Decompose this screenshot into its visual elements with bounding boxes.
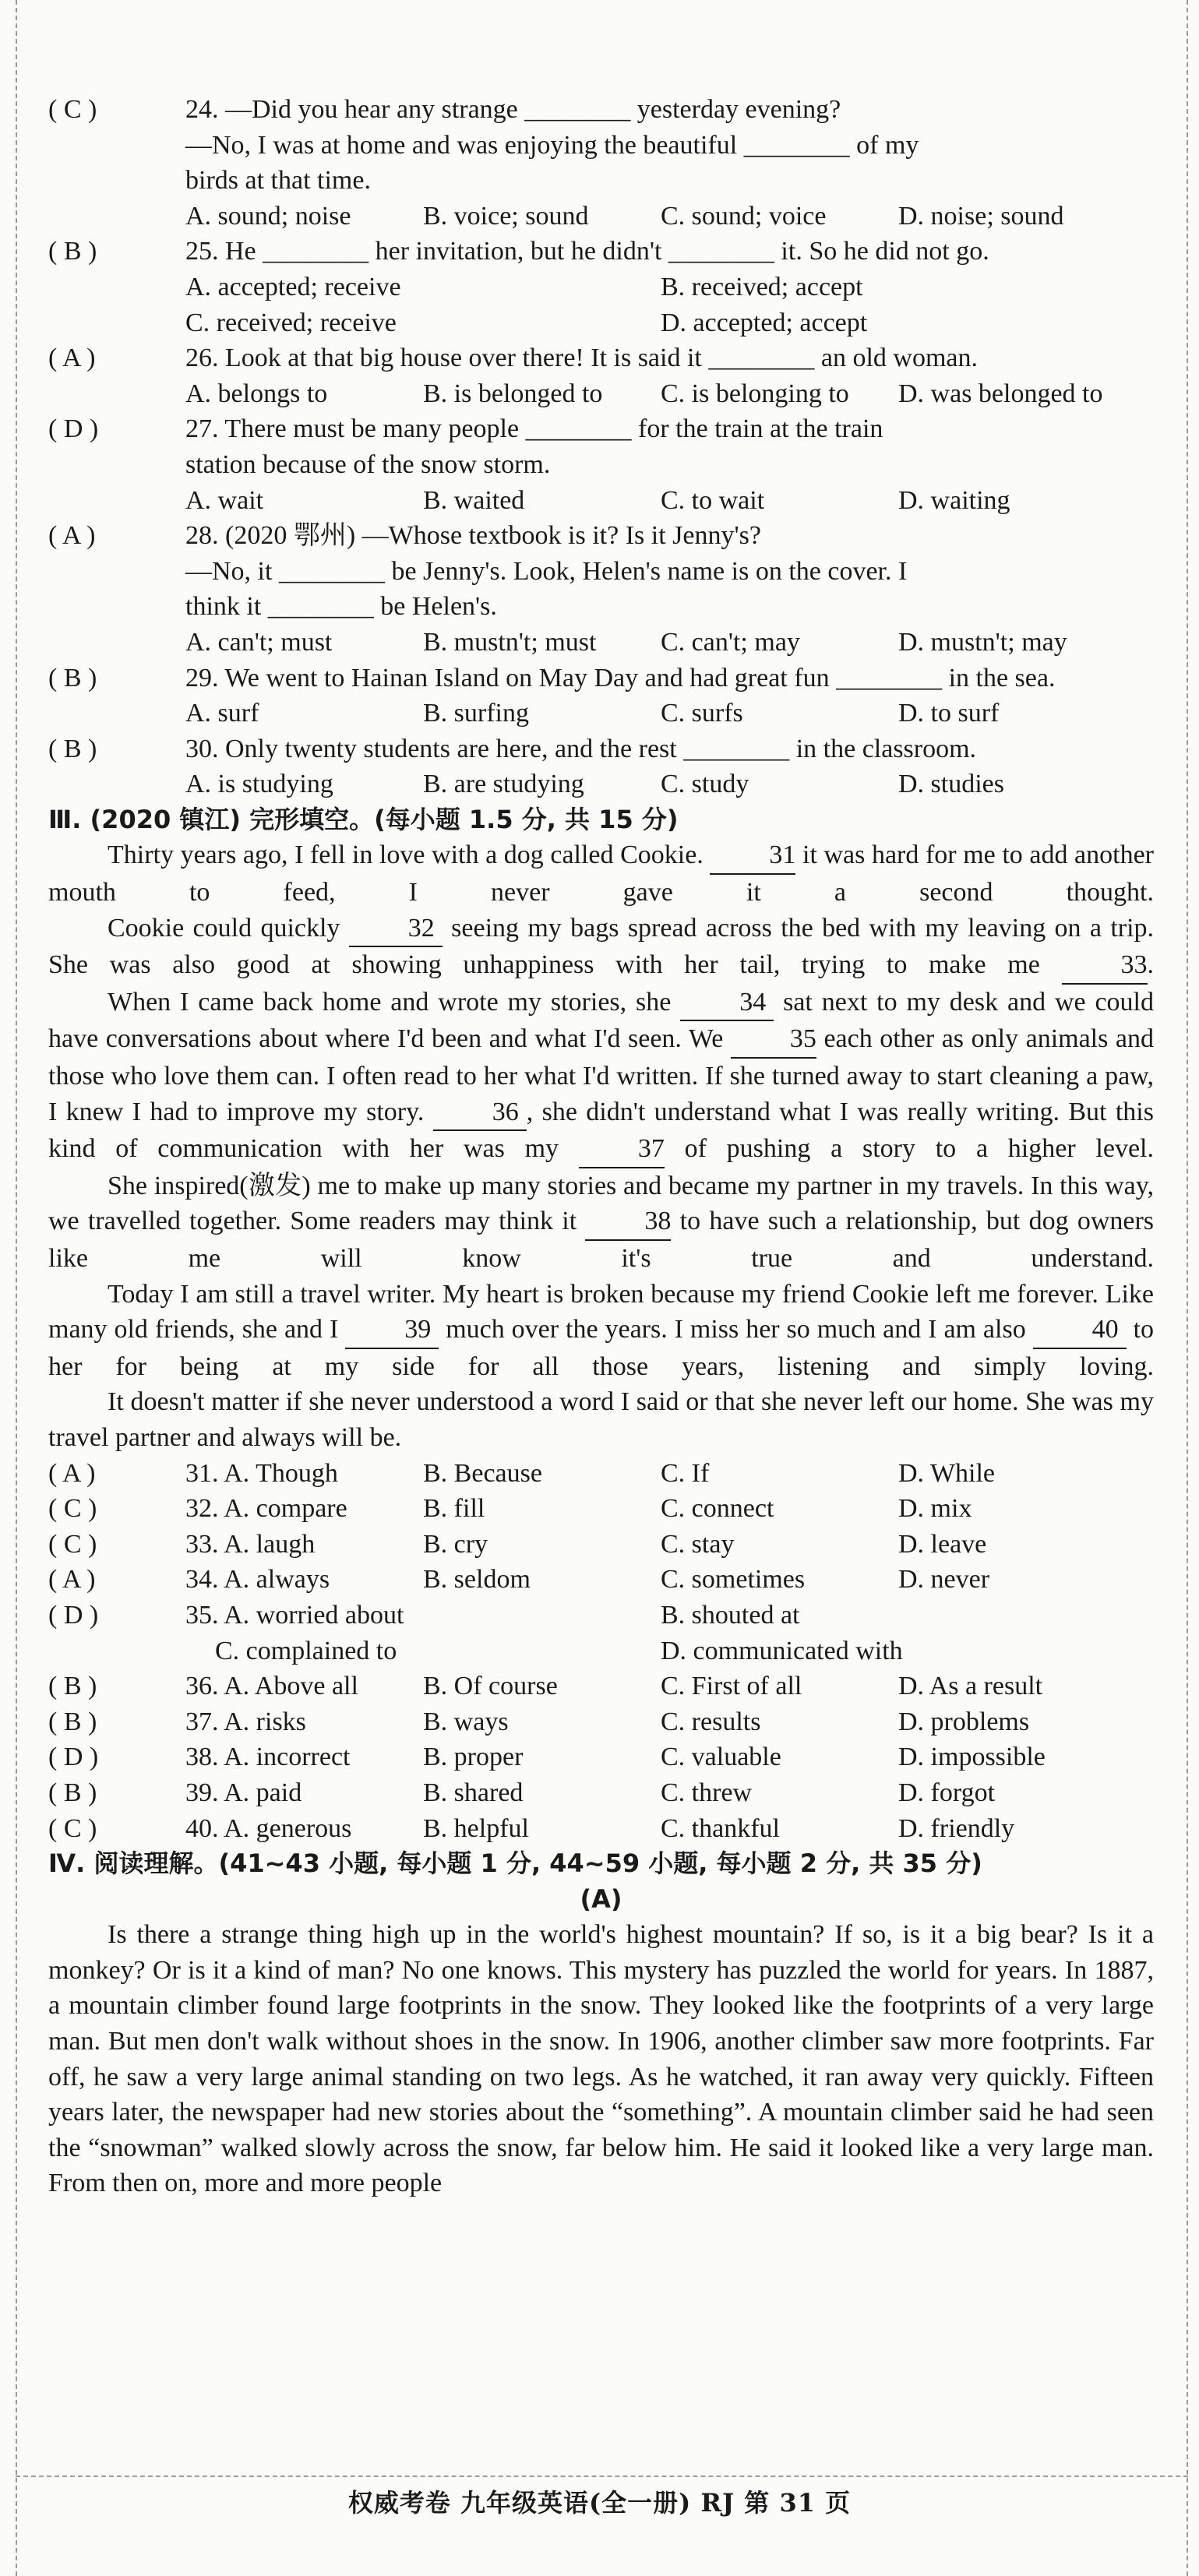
right-margin-line: [1187, 0, 1188, 2576]
text: of pushing a story to a higher level.: [684, 1134, 1154, 1164]
option-a: A. wait: [185, 485, 264, 515]
text: man. But men don't walk without shoes in the snow. In 1906, another: [48, 2027, 795, 2056]
option: B. shared: [423, 1778, 524, 1807]
option: 34. A. always: [185, 1565, 330, 1595]
option: D. mix: [898, 1494, 972, 1524]
option-d: D. mustn't; may: [898, 627, 1067, 657]
option: D. leave: [898, 1529, 987, 1559]
answer-row-38: [48, 1739, 1154, 1775]
options-row: [48, 696, 1154, 731]
text: climber saw more footprints. Far off, he saw a very large animal standing on: [48, 2027, 1155, 2091]
answer-mark: ( A ): [48, 1458, 96, 1488]
option: 31. A. Though: [185, 1458, 338, 1488]
answer-row-32: [48, 1491, 1154, 1527]
option-c: C. study: [661, 770, 749, 799]
question-stem-line: station because of the snow storm.: [185, 449, 551, 479]
option: D. While: [898, 1458, 996, 1488]
option: C. sometimes: [661, 1565, 806, 1595]
answer-row-31: [48, 1456, 1154, 1492]
option-a: A. can't; must: [185, 627, 333, 657]
text: my desk and we could have conversations about where I'd been and what I'd: [48, 987, 1154, 1054]
text: mystery has puzzled the world for years. In 1887, a mountain climber found: [48, 1955, 1155, 2021]
options-row: [48, 625, 1154, 661]
text: When I came back home and wrote my stories, she: [108, 987, 672, 1017]
text: side for all those years, listening and simply loving.: [392, 1351, 1155, 1381]
option-d: D. was belonged to: [898, 379, 1103, 408]
option: B. fill: [423, 1494, 485, 1524]
text: I was really writing. But this kind of communication with her was my: [48, 1097, 1154, 1164]
text: , she didn't understand what: [526, 1097, 831, 1126]
answer-mark: ( B ): [48, 734, 97, 763]
text: seen. We: [628, 1024, 724, 1054]
option: B. Of course: [423, 1672, 558, 1701]
option-c: C. is belonging to: [661, 379, 849, 408]
answer-row-37: [48, 1704, 1154, 1740]
answer-mark: ( B ): [48, 1672, 97, 1701]
option: B. cry: [423, 1529, 488, 1559]
option-b: B. are studying: [423, 770, 584, 799]
option: 40. A. generous: [185, 1813, 352, 1843]
option: 39. A. paid: [185, 1778, 302, 1807]
text: often read to her what I'd written. If she turned away to start cleaning a: [342, 1062, 1098, 1091]
cloze-paragraph-3: [48, 985, 1154, 1168]
text: seeing my bags spread across the bed with: [451, 913, 916, 943]
option: 33. A. laugh: [185, 1529, 316, 1559]
text: Today I am still a travel writer. My heart is broken because my friend: [108, 1279, 846, 1309]
option-c: C. can't; may: [661, 627, 800, 657]
question-27: [48, 411, 1154, 447]
option: D. problems: [898, 1707, 1030, 1736]
answer-mark: ( D ): [48, 414, 99, 444]
option: 36. A. Above all: [185, 1672, 358, 1701]
question-stem: 25. He ________ her invitation, but he didn't ________ it. So he did not go.: [185, 237, 989, 266]
option: B. Because: [423, 1458, 542, 1488]
left-margin-line: [16, 0, 17, 2576]
question-stem-line: —No, it ________ be Jenny's. Look, Helen's name is on the cover. I: [185, 556, 908, 586]
answer-mark: ( B ): [48, 663, 97, 692]
cloze-paragraph-5: [48, 1277, 1154, 1385]
option: 35. A. worried about: [185, 1600, 404, 1630]
option: C. complained to: [215, 1636, 397, 1665]
question-24: [48, 92, 1154, 128]
text: it was: [802, 840, 866, 870]
text: Cookie left me forever. Like many old friends, she and I: [48, 1279, 1154, 1344]
option-c: C. to wait: [661, 485, 765, 515]
option-a: A. is studying: [185, 770, 333, 799]
options-row: [48, 270, 1154, 305]
option: C. If: [661, 1458, 710, 1488]
option-b: B. mustn't; must: [423, 627, 597, 657]
question-stem: 26. Look at that big house over there! It is said it ________ an old woman.: [185, 344, 978, 373]
options-row: [48, 305, 1154, 341]
cloze-paragraph-1: [48, 837, 1154, 910]
question-28: [48, 518, 1154, 554]
text: sat next to: [783, 987, 897, 1017]
blank-31: 31: [710, 837, 795, 875]
option-a: A. belongs to: [185, 379, 328, 408]
answer-row-39: [48, 1775, 1154, 1811]
answer-mark: ( D ): [48, 1743, 99, 1772]
options-row: [48, 483, 1154, 519]
text: each other as only animals and those who love them can. I: [48, 1024, 1155, 1091]
blank-39: 39: [345, 1312, 439, 1349]
option-b: B. surfing: [423, 699, 529, 728]
text: .: [1147, 950, 1154, 980]
option-b: B. waited: [423, 485, 525, 515]
text: two legs. As he watched, it ran away very quickly. Fifteen years later, the: [48, 2062, 1154, 2127]
blank-37: 37: [579, 1131, 665, 1168]
blank-36: 36: [433, 1094, 527, 1132]
question-stem: 24. —Did you hear any strange ________ yesterday evening?: [185, 95, 841, 124]
cloze-answer-list: [48, 1456, 1154, 1847]
question-stem: 30. Only twenty students are here, and the rest ________ in the classroom.: [185, 734, 977, 763]
question-stem: 29. We went to Hainan Island on May Day and had great fun ________ in the sea.: [185, 663, 1056, 692]
question-25: [48, 234, 1154, 270]
option: D. never: [898, 1565, 990, 1595]
option-d: D. to surf: [898, 699, 1000, 728]
answer-row-35b: [48, 1633, 1154, 1669]
spacer: [48, 1633, 185, 1669]
text: newspaper had new stories about the “something”. A mountain climber said: [211, 2098, 1022, 2127]
text: true and understand.: [751, 1244, 1155, 1273]
option: D. friendly: [898, 1813, 1015, 1843]
page-footer: 权威考卷 九年级英语(全一册) RJ 第 31 页: [347, 2488, 852, 2518]
option: C. threw: [661, 1778, 753, 1807]
option: B. shouted at: [661, 1600, 800, 1630]
cloze-paragraph-4: [48, 1168, 1154, 1277]
blank-40: 40: [1033, 1312, 1127, 1349]
text: She inspired(激发) me to make up many stories and became my partner: [108, 1171, 872, 1200]
option: 32. A. compare: [185, 1494, 347, 1524]
option-b: B. voice; sound: [423, 201, 589, 231]
question-stem: 27. There must be many people ________ for the train at the train: [185, 414, 883, 444]
answer-row-40: [48, 1811, 1154, 1847]
question-30: [48, 731, 1154, 767]
text: large footprints in the snow. They looked like the footprints of a very large: [337, 1991, 1155, 2021]
text: in my travels. In this way, we travelled together. Some readers may think it: [48, 1171, 1155, 1236]
text: to have such a relationship, but dog owners like me will know it's: [48, 1207, 1155, 1273]
option: B. seldom: [423, 1565, 531, 1595]
option: B. ways: [423, 1707, 509, 1736]
answer-row-34: [48, 1562, 1154, 1598]
reading-passage-a: [48, 1917, 1154, 2201]
answer-mark: ( B ): [48, 1707, 97, 1736]
option-a: A. surf: [185, 699, 259, 728]
answer-row-36: [48, 1669, 1154, 1704]
answer-mark: ( B ): [48, 237, 97, 266]
text: much over: [446, 1315, 559, 1344]
answer-mark: ( D ): [48, 1600, 99, 1630]
option-b: B. received; accept: [661, 272, 863, 301]
text: tail, trying to make me: [739, 950, 1040, 980]
option-c: C. sound; voice: [661, 201, 827, 231]
answer-mark: ( A ): [48, 521, 96, 551]
blank-35: 35: [731, 1021, 816, 1059]
option-b: B. is belonged to: [423, 379, 603, 408]
footer-divider: [16, 2476, 1188, 2477]
text: paw, I knew I had to improve my story.: [48, 1062, 1155, 1126]
option: 38. A. incorrect: [185, 1743, 351, 1772]
blank-34: 34: [680, 985, 774, 1022]
blank-38: 38: [585, 1203, 671, 1241]
option-a: A. accepted; receive: [185, 272, 401, 301]
option: C. thankful: [661, 1813, 780, 1843]
option-d: D. studies: [898, 770, 1004, 799]
answer-mark: ( C ): [48, 1529, 97, 1559]
answer-mark: ( C ): [48, 1813, 97, 1843]
question-stem-line: birds at that time.: [185, 166, 371, 196]
text: Thirty years ago, I fell in love with a dog called Cookie.: [108, 840, 704, 870]
option: B. helpful: [423, 1813, 529, 1843]
text: the years. I miss her so much and I am also: [566, 1315, 1026, 1344]
option: C. valuable: [661, 1743, 781, 1772]
options-row: [48, 199, 1154, 234]
text: he had seen the “snowman” walked slowly across the snow, far below him.: [48, 2098, 1155, 2162]
answer-row-33: [48, 1527, 1154, 1563]
answer-mark: ( C ): [48, 1494, 97, 1524]
text: my leaving on a trip. She was also good at showing unhappiness with her: [48, 913, 1155, 980]
text: left our home. She was my travel partner and always will be.: [48, 1387, 1154, 1452]
option-c: C. received; receive: [185, 308, 397, 337]
section-heading-cloze: Ⅲ. (2020 镇江) 完形填空。(每小题 1.5 分, 共 15 分): [48, 804, 679, 834]
option-a: A. sound; noise: [185, 201, 351, 231]
option-d: D. waiting: [898, 485, 1010, 515]
option: C. First of all: [661, 1672, 802, 1701]
options-row: [48, 766, 1154, 802]
option-d: D. accepted; accept: [661, 308, 868, 337]
question-stem: 28. (2020 鄂州) —Whose textbook is it? Is it Jenny's?: [185, 521, 761, 551]
answer-mark: ( A ): [48, 1565, 96, 1595]
text: Is there a strange thing high up in the world's highest mountain? If so,: [108, 1920, 893, 1950]
question-stem-line: —No, I was at home and was enjoying the beautiful ________ of my: [185, 130, 919, 160]
option: C. connect: [661, 1494, 774, 1524]
blank-33: 33: [1062, 947, 1148, 985]
options-row: [48, 376, 1154, 412]
option: 37. A. risks: [185, 1707, 306, 1736]
option: C. stay: [661, 1529, 735, 1559]
option: D. As a result: [898, 1672, 1043, 1701]
cloze-paragraph-2: [48, 911, 1154, 985]
answer-mark: ( A ): [48, 344, 96, 373]
text: It doesn't matter if she never understood a word I said or that she never: [108, 1387, 862, 1417]
option-d: D. noise; sound: [898, 201, 1064, 231]
text: hard for me to add another mouth to feed, I never gave it a second thought.: [48, 840, 1154, 907]
text: is it a big bear? Is it a monkey? Or is it a kind of man? No one knows. This: [48, 1920, 1155, 1985]
text: Cookie could quickly: [108, 913, 340, 943]
answer-mark: ( B ): [48, 1778, 97, 1807]
text: He said it looked like a very large man. From then on, more and more people: [48, 2133, 1155, 2198]
option-c: C. surfs: [661, 699, 743, 728]
cloze-paragraph-6: [48, 1384, 1154, 1455]
question-29: [48, 661, 1154, 696]
text: to her for being at my: [48, 1315, 1155, 1381]
question-26: [48, 340, 1154, 376]
section-heading-reading: Ⅳ. 阅读理解。(41~43 小题, 每小题 1 分, 44~59 小题, 每小题 2 分, 共 35 分): [48, 1848, 982, 1879]
answer-mark: ( C ): [48, 95, 97, 124]
passage-label: (A): [580, 1884, 622, 1914]
option: D. forgot: [898, 1778, 996, 1807]
answer-row-35: [48, 1598, 1154, 1633]
option: B. proper: [423, 1743, 524, 1772]
option: C. results: [661, 1707, 761, 1736]
question-stem-line: think it ________ be Helen's.: [185, 592, 497, 622]
option: D. impossible: [898, 1743, 1046, 1772]
blank-32: 32: [349, 911, 443, 948]
option: D. communicated with: [661, 1636, 903, 1665]
